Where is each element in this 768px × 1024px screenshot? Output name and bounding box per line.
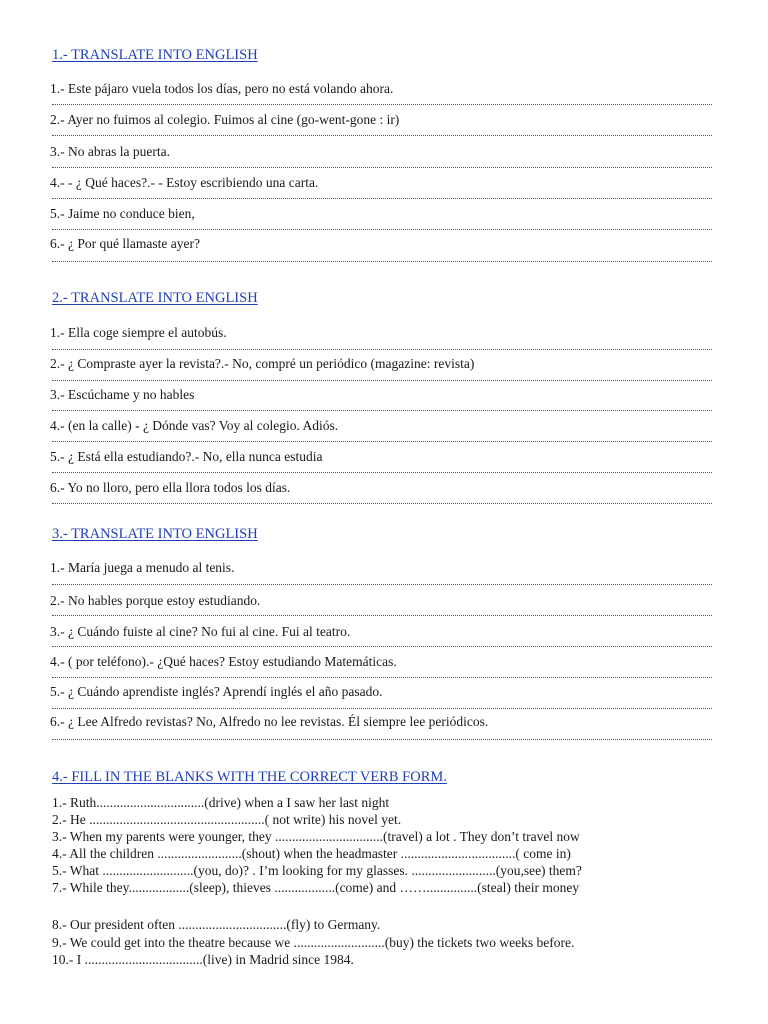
- fill-item-5: 5.- What ...........................(you, do)? . I’m looking for my glasses. .........................(you,see) them?: [52, 863, 582, 878]
- section-3-item-5: 5.- ¿ Cuándo aprendiste inglés? Aprendí inglés el año pasado.: [50, 684, 383, 699]
- section-1-item-3: 3.- No abras la puerta.: [50, 144, 170, 159]
- section-1-item-4: 4.- - ¿ Qué haces?.- - Estoy escribiendo una carta.: [50, 175, 319, 190]
- answer-line: [52, 503, 712, 504]
- fill-item-8: 8.- Our president often ................................(fly) to Germany.: [52, 917, 381, 932]
- section-2-item-1: 1.- Ella coge siempre el autobús.: [50, 325, 227, 340]
- answer-line: [52, 261, 712, 262]
- answer-line: [52, 441, 712, 442]
- fill-item-3: 3.- When my parents were younger, they ................................(travel) a lot . They don’t travel now: [52, 829, 580, 844]
- answer-line: [52, 104, 712, 105]
- section-2-item-5: 5.- ¿ Está ella estudiando?.- No, ella nunca estudia: [50, 449, 323, 464]
- answer-line: [52, 646, 712, 647]
- section-3-heading: 3.- TRANSLATE INTO ENGLISH: [52, 526, 258, 542]
- section-1-item-1: 1.- Este pájaro vuela todos los días, pero no está volando ahora.: [50, 81, 394, 96]
- section-3-item-6: 6.- ¿ Lee Alfredo revistas? No, Alfredo no lee revistas. Él siempre lee periódicos.: [50, 714, 489, 729]
- answer-line: [52, 615, 712, 616]
- answer-line: [52, 198, 712, 199]
- section-3-item-4: 4.- ( por teléfono).- ¿Qué haces? Estoy estudiando Matemáticas.: [50, 654, 397, 669]
- fill-item-9: 9.- We could get into the theatre because we ...........................(buy) the tickets two weeks before.: [52, 935, 575, 950]
- answer-line: [52, 677, 712, 678]
- answer-line: [52, 167, 712, 168]
- section-1-item-2: 2.- Ayer no fuimos al colegio. Fuimos al cine (go-went-gone : ir): [50, 112, 400, 127]
- section-2-item-4: 4.- (en la calle) - ¿ Dónde vas? Voy al colegio. Adiós.: [50, 418, 339, 433]
- fill-item-2: 2.- He ....................................................( not write) his novel yet.: [52, 812, 402, 827]
- answer-line: [52, 708, 712, 709]
- section-4-heading: 4.- FILL IN THE BLANKS WITH THE CORRECT VERB FORM.: [52, 769, 447, 785]
- answer-line: [52, 584, 712, 585]
- fill-item-7: 7.- While they..................(sleep), thieves ..................(come) and ……...............(steal) their money: [52, 880, 580, 895]
- answer-line: [52, 410, 712, 411]
- answer-line: [52, 229, 712, 230]
- section-1-heading: 1.- TRANSLATE INTO ENGLISH: [52, 47, 258, 63]
- section-1-item-6: 6.- ¿ Por qué llamaste ayer?: [50, 236, 200, 251]
- section-3-item-3: 3.- ¿ Cuándo fuiste al cine? No fui al cine. Fui al teatro.: [50, 624, 351, 639]
- section-2-heading: 2.- TRANSLATE INTO ENGLISH: [52, 290, 258, 306]
- answer-line: [52, 739, 712, 740]
- fill-item-1: 1.- Ruth................................(drive) when a I saw her last night: [52, 795, 390, 810]
- fill-item-10: 10.- I ...................................(live) in Madrid since 1984.: [52, 952, 354, 967]
- section-2-item-6: 6.- Yo no lloro, pero ella llora todos los días.: [50, 480, 291, 495]
- section-3-item-1: 1.- María juega a menudo al tenis.: [50, 560, 235, 575]
- answer-line: [52, 135, 712, 136]
- section-2-item-2: 2.- ¿ Compraste ayer la revista?.- No, compré un periódico (magazine: revista): [50, 356, 475, 371]
- section-2-item-3: 3.- Escúchame y no hables: [50, 387, 195, 402]
- section-1-item-5: 5.- Jaime no conduce bien,: [50, 206, 195, 221]
- answer-line: [52, 472, 712, 473]
- section-3-item-2: 2.- No hables porque estoy estudiando.: [50, 593, 261, 608]
- fill-item-4: 4.- All the children .........................(shout) when the headmaster ..................................( come in): [52, 846, 571, 861]
- answer-line: [52, 349, 712, 350]
- answer-line: [52, 380, 712, 381]
